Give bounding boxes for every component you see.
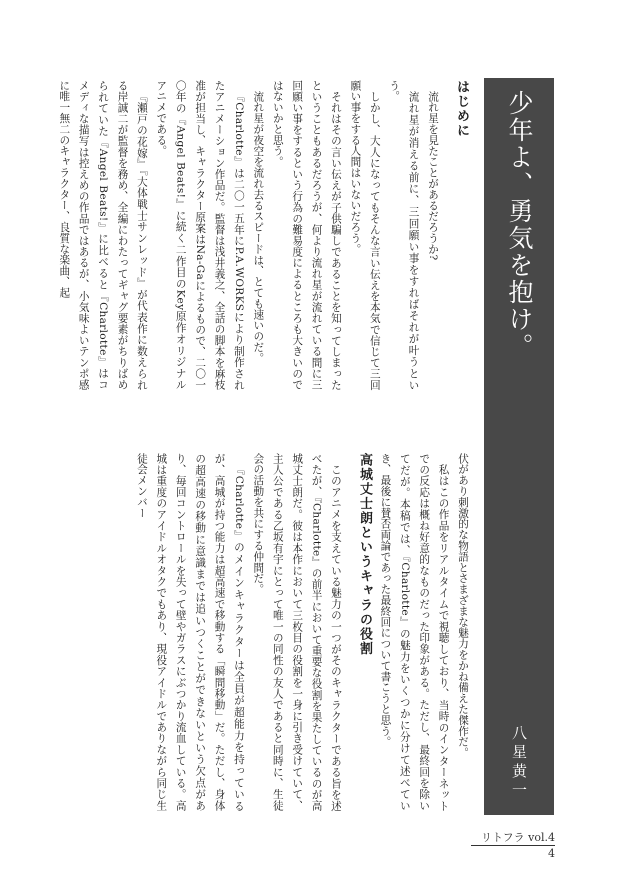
paragraph: このアニメを支えている魅力の一つがそのキャラクターである旨を述べたが、『Charlotte』の前半において重要な役割を果たしているのが高城丈士朗だ。彼は本作において三枚目の役割を一身に引き受けていて、主人公である乙坂有宇にとって唯一の同性の友人であると同時に、生徒会の活動を共にする仲間だ。 (252, 453, 342, 811)
section-heading-intro: はじめに (454, 80, 469, 138)
title-band (484, 78, 554, 815)
page-number: 4 (548, 847, 555, 860)
paragraph: 『Charlotte』のメインキャラクターは全員が超能力を持っているが、高城が持つ能力は超高速で移動する「瞬間移動」だ。ただし、身体の超高速の移動に意識までは追いつくことができないという欠点があり、毎回コントロールを失って壁やガラスにぶつかり流血している。高城は重度のアイドルオタクでもあり、現役アイドルでありながら同じ生徒会メンバー (135, 453, 245, 811)
magazine-name: リトフラ vol.4 (480, 831, 555, 844)
paragraph: しかし、大人になってもそんな言い伝えを本気で信じて三回願い事をする人間はいないだろう。 (349, 80, 381, 390)
lower-text-block (92, 453, 472, 811)
paragraph-continued: 伏があり刺激的な物語とさまざまな魅力をかね備えた傑作だ。 (457, 453, 469, 759)
paragraph: 流れ星を見たことがあるだろうか? (427, 90, 439, 261)
paragraph: 流れ星が夜空を流れ去るスピードは、とても速いのだ。 (252, 90, 265, 364)
footer-rule (471, 845, 555, 846)
paragraph: それはその言い伝えが子供騙しであることを知ってしまったということもあるだろうが、何より流れ星が流れている間に三回願い事をするという行為の難易度によるところも大きいのではないかと思う。 (271, 80, 342, 390)
article-title: 少年よ、勇気を抱け。 (505, 90, 534, 360)
section-heading-takagi: 高城丈士朗というキャラの役割 (356, 453, 372, 656)
paragraph: 私はこの作品をリアルタイムで視聴しており、当時のインターネットでの反応は概ね好意的なものだった印象がある。ただし、最終回を除いてだが。本稿では、『Charlotte』の魅力をいくつかに分けて述べていき、最後に賛否両論であった最終回について書こうと思う。 (379, 453, 450, 811)
paragraph: 流れ星が消える前に、三回願い事をすればそれが叶うという。 (388, 80, 420, 390)
page-footer (481, 832, 555, 860)
paragraph: 『瀬戸の花嫁』『大体戦士サンレッド』が代表作に数えられる岸誠二が監督を務め、全編にわたってギャグ要素がちりばめられていた『Angel Beats!』に比べると『Charlotte』はコメディな描写は控えめの作品ではあるが、小気味よいテンポ感に唯一無二のキャラクター、良質な楽曲、起 (58, 80, 148, 390)
article-author: 八星黄一 (510, 725, 528, 801)
paragraph: 『Charlotte』は二〇一五年にP.A.WORKSにより制作されたアニメーション作品だ。監督は浅井義之、全話の脚本を麻枝准が担当し、キャラクター原案はNa-Gaによるもので、二〇一〇年の『Angel Beats!』に続く二作目のKey原作オリジナルアニメである。 (155, 80, 245, 390)
upper-text-block (58, 80, 472, 390)
